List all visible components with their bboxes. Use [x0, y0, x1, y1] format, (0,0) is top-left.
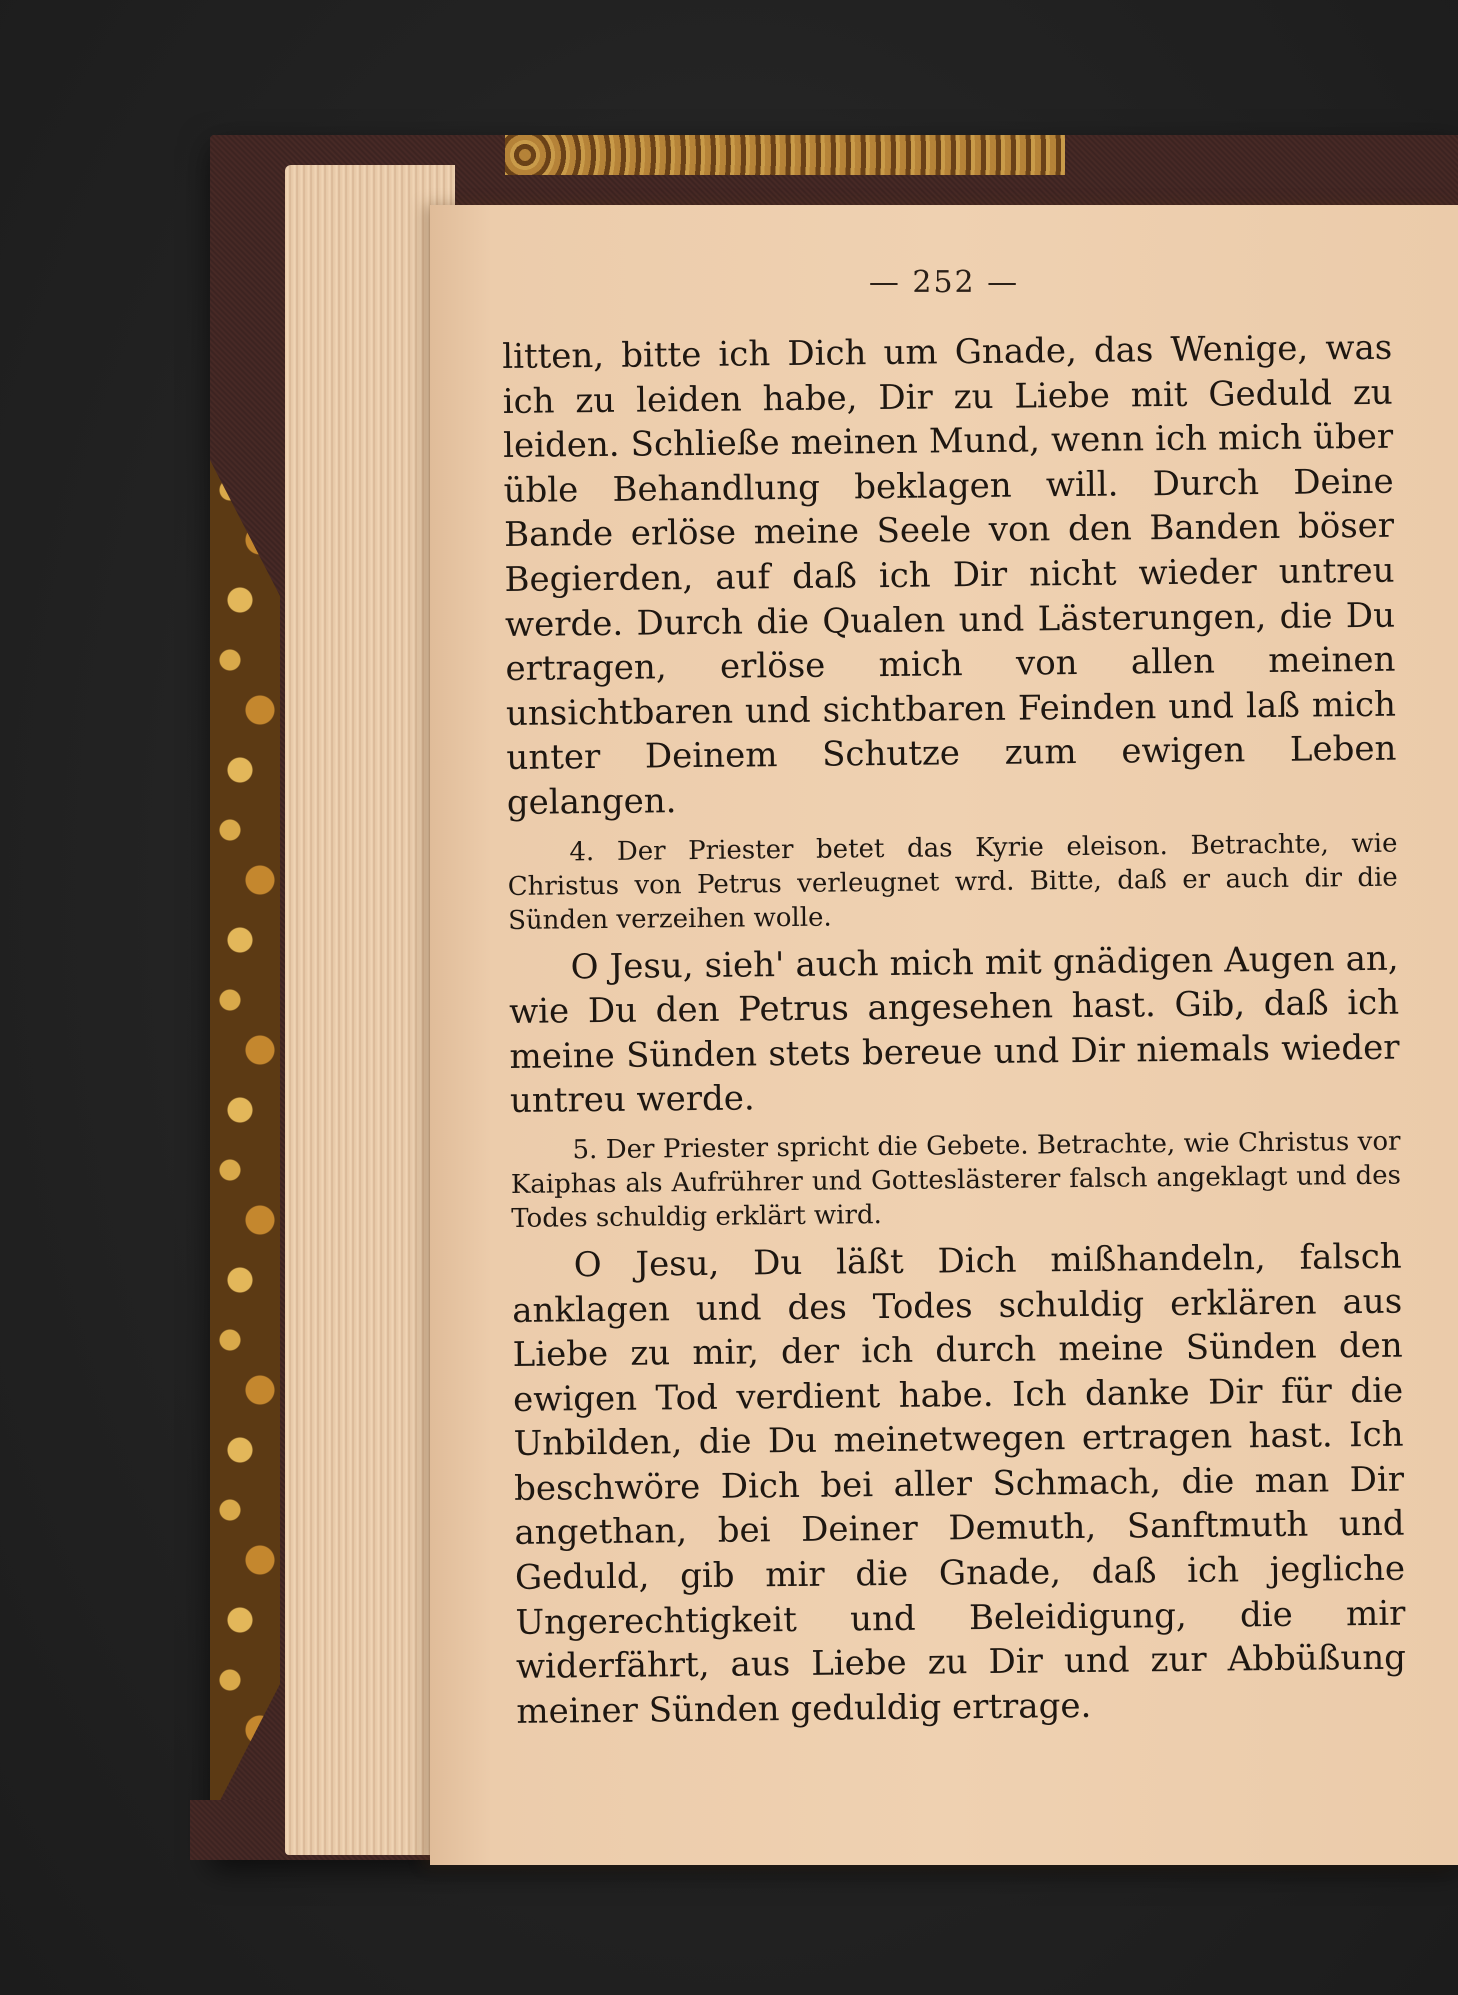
marbled-endpaper-top: [505, 135, 1065, 175]
marbled-cover-edge: [210, 460, 280, 1820]
book-page: [430, 205, 1458, 1865]
rubric-instruction: 4. Der Priester betet das Kyrie eleison. Betrachte, wie Christus von Petrus verleugnet wrd. Bitte, daß er auch dir die Sünden verzeihen wolle.: [507, 828, 1398, 936]
rubric-instruction: 5. Der Priester spricht die Gebete. Betrachte, wie Christus vor Kaiphas als Aufrührer und Gotteslästerer falsch angeklagt und des Todes schuldig erklärt wird.: [510, 1126, 1402, 1234]
page-text: [502, 326, 1407, 1735]
prayer-paragraph: O Jesu, sieh' auch mich mit gnädigen Augen an, wie Du den Petrus angesehen hast. Gib, daß ich meine Sünden stets bereue und Dir niemals wieder untreu werde.: [508, 938, 1400, 1122]
prayer-paragraph: litten, bitte ich Dich um Gnade, das Wenige, was ich zu leiden habe, Dir zu Liebe mit Geduld zu leiden. Schließe meinen Mund, wenn ich mich über üble Behandlung beklagen will. Durch Deine Bande erlöse meine Seele von den Banden böser Begierden, auf daß ich Dir nicht wieder untreu werde. Durch die Qualen und Lästerungen, die Du ertragen, erlöse mich von allen meinen unsichtbaren und sichtbaren Feinden und laß mich unter Deinem Schutze zum ewigen Leben gelangen.: [502, 327, 1397, 823]
page-number: — 252 —: [868, 265, 1020, 300]
prayer-paragraph: O Jesu, Du läßt Dich mißhandeln, falsch anklagen und des Todes schuldig erklären aus Liebe zu mir, der ich durch meine Sünden den ewigen Tod verdient habe. Ich danke Dir für die Unbilden, die Du meinetwegen ertragen hast. Ich beschwöre Dich bei aller Schmach, die man Dir angethan, bei Deiner Demuth, Sanftmuth und Geduld, gib mir die Gnade, daß ich jegliche Ungerechtigkeit und Beleidigung, die mir widerfährt, aus Liebe zu Dir und zur Abbüßung meiner Sünden geduldig ertrage.: [512, 1236, 1407, 1732]
